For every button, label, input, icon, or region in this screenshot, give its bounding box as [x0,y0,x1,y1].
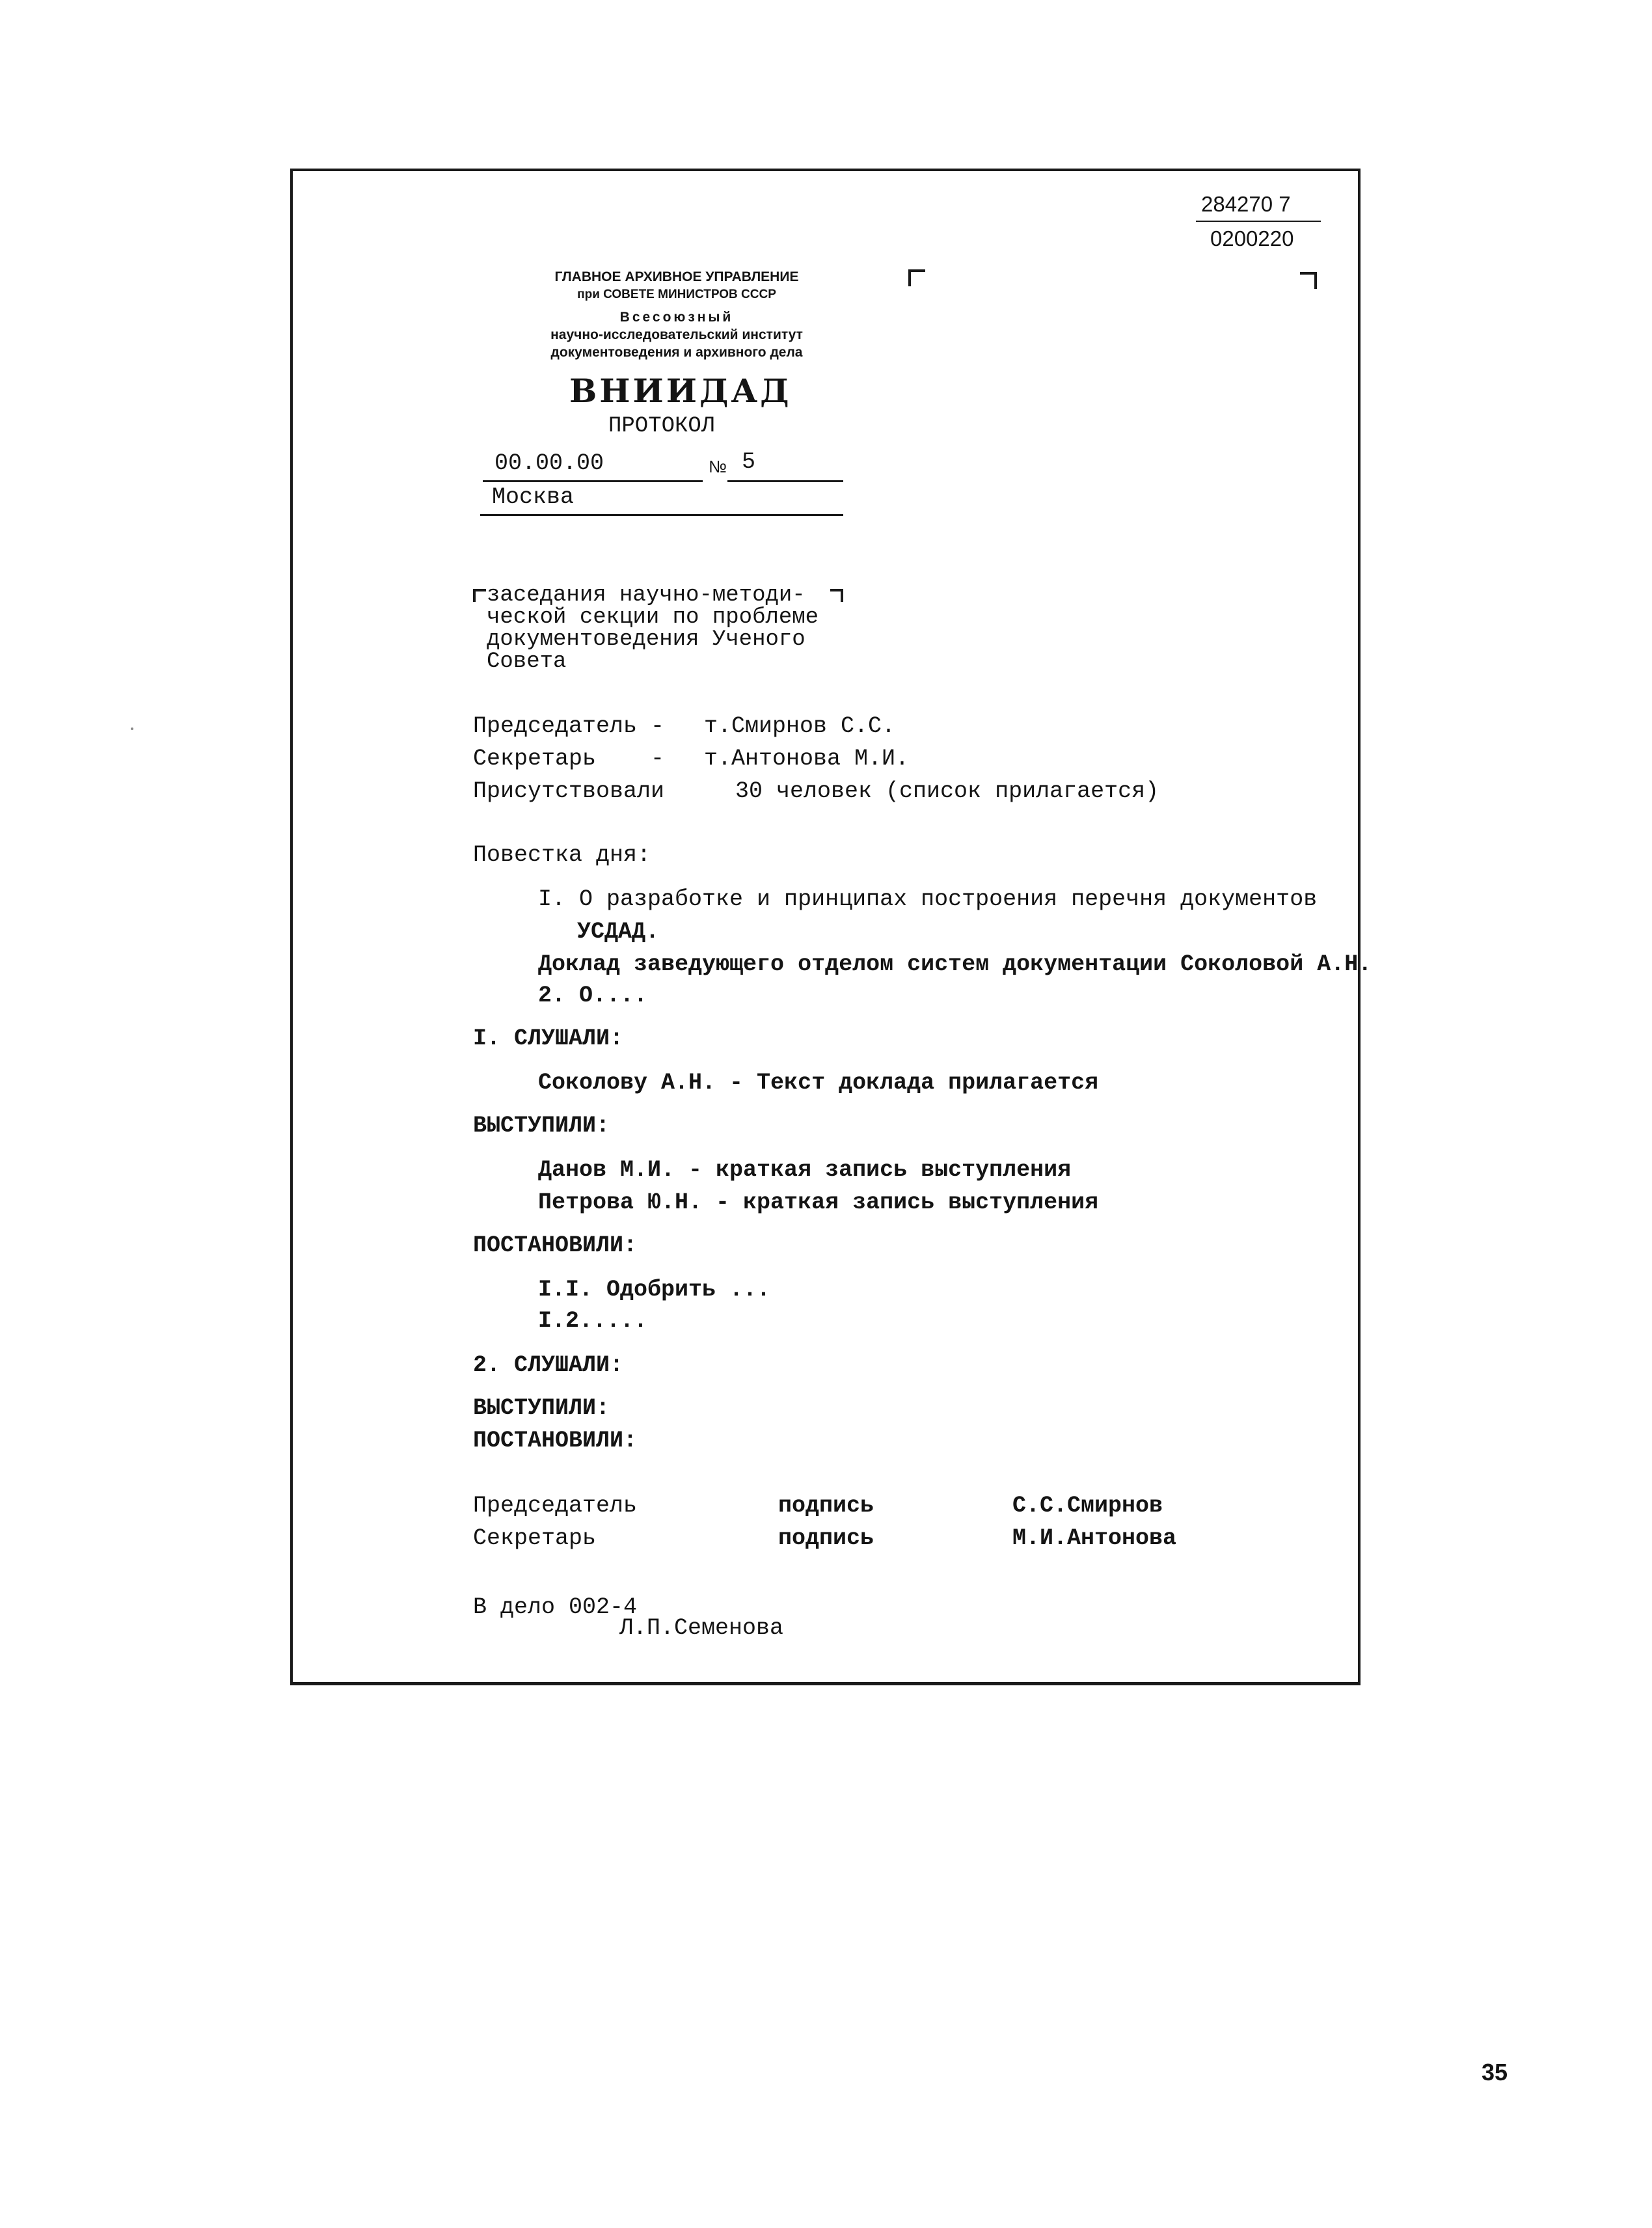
attendance-role-present: Присутствовали [473,778,665,804]
page-number: 35 [1482,2059,1508,2085]
attendance-value-present: 30 человек (список прилагается) [735,778,1159,804]
corner-mark-top-right [1300,272,1317,289]
section-2-resolved: ПОСТАНОВИЛИ: [473,1428,638,1454]
signature-role-chair: Председатель [473,1493,638,1519]
agenda-item-2: 2. О.... [538,983,648,1009]
place-underline [480,514,843,516]
doc-date: 00.00.00 [494,450,604,476]
doc-code-line1: 284270 7 [1201,192,1291,216]
filing-note: В дело 002-4 [473,1594,638,1620]
agenda-item-1-line-2: УСДАД. [577,919,660,945]
attendance-value-secretary: т.Антонова М.И. [704,746,910,772]
doc-number-label: № [709,457,727,476]
number-underline [727,480,843,482]
subject-corner-right [830,589,843,602]
subject-line-4: Совета [487,649,567,674]
org-line-1: ГЛАВНОЕ АРХИВНОЕ УПРАВЛЕНИЕ [554,269,799,284]
section-2-spoke: ВЫСТУПИЛИ: [473,1395,610,1421]
signature-sign-secretary: подпись [778,1525,874,1551]
org-line-2: при СОВЕТЕ МИНИСТРОВ СССР [577,288,776,301]
section-1-resolution-2: I.2..... [538,1308,648,1334]
section-1-heard: I. СЛУШАЛИ: [473,1026,624,1052]
institute-line-1: Всесоюзный [619,310,734,325]
attendance-role-chair: Председатель - [473,713,665,739]
doc-code-line2: 0200220 [1210,226,1294,251]
section-1-spoke: ВЫСТУПИЛИ: [473,1113,610,1139]
doc-code-divider [1196,221,1321,222]
section-1-resolved: ПОСТАНОВИЛИ: [473,1232,638,1258]
agenda-item-1-line-1: I. О разработке и принципах построения перечня документов [538,886,1318,912]
section-1-resolution-1: I.I. Одобрить ... [538,1277,771,1303]
filing-executor: Л.П.Семенова [619,1615,784,1641]
agenda-item-1-line-3: Доклад заведующего отделом систем документации Соколовой А.Н. [538,951,1372,977]
section-1-heard-text: Соколову А.Н. - Текст доклада прилагается [538,1070,1099,1096]
section-2-heard: 2. СЛУШАЛИ: [473,1352,624,1378]
header-block [481,268,872,361]
doc-place: Москва [492,484,575,510]
date-underline [483,480,703,482]
institute-line-2: научно-исследовательский институт [550,327,803,342]
doc-type: ПРОТОКОЛ [608,414,715,439]
signature-role-secretary: Секретарь [473,1525,597,1551]
subject-line-3: документоведения Ученого [487,627,806,652]
corner-mark-top-left [908,269,925,286]
attendance-role-secretary: Секретарь - [473,746,665,772]
scan-speck [131,727,133,730]
attendance-value-chair: т.Смирнов С.С. [704,713,896,739]
subject-block [487,584,819,673]
section-1-speaker-1: Данов М.И. - краткая запись выступления [538,1157,1072,1183]
doc-number: 5 [742,449,756,475]
signature-sign-chair: подпись [778,1493,874,1519]
section-1-speaker-2: Петрова Ю.Н. - краткая запись выступления [538,1189,1099,1216]
agenda-title: Повестка дня: [473,842,651,868]
brand-title: ВНИИДАД [569,372,792,410]
subject-line-1: заседания научно-методи- [487,583,806,608]
institute-line-3: документоведения и архивного дела [550,345,803,360]
subject-line-2: ческой секции по проблеме [487,605,819,630]
signature-name-chair: С.С.Смирнов [1012,1493,1163,1519]
signature-name-secretary: М.И.Антонова [1012,1525,1177,1551]
document-frame [290,169,1361,1685]
subject-corner-left [473,589,486,602]
